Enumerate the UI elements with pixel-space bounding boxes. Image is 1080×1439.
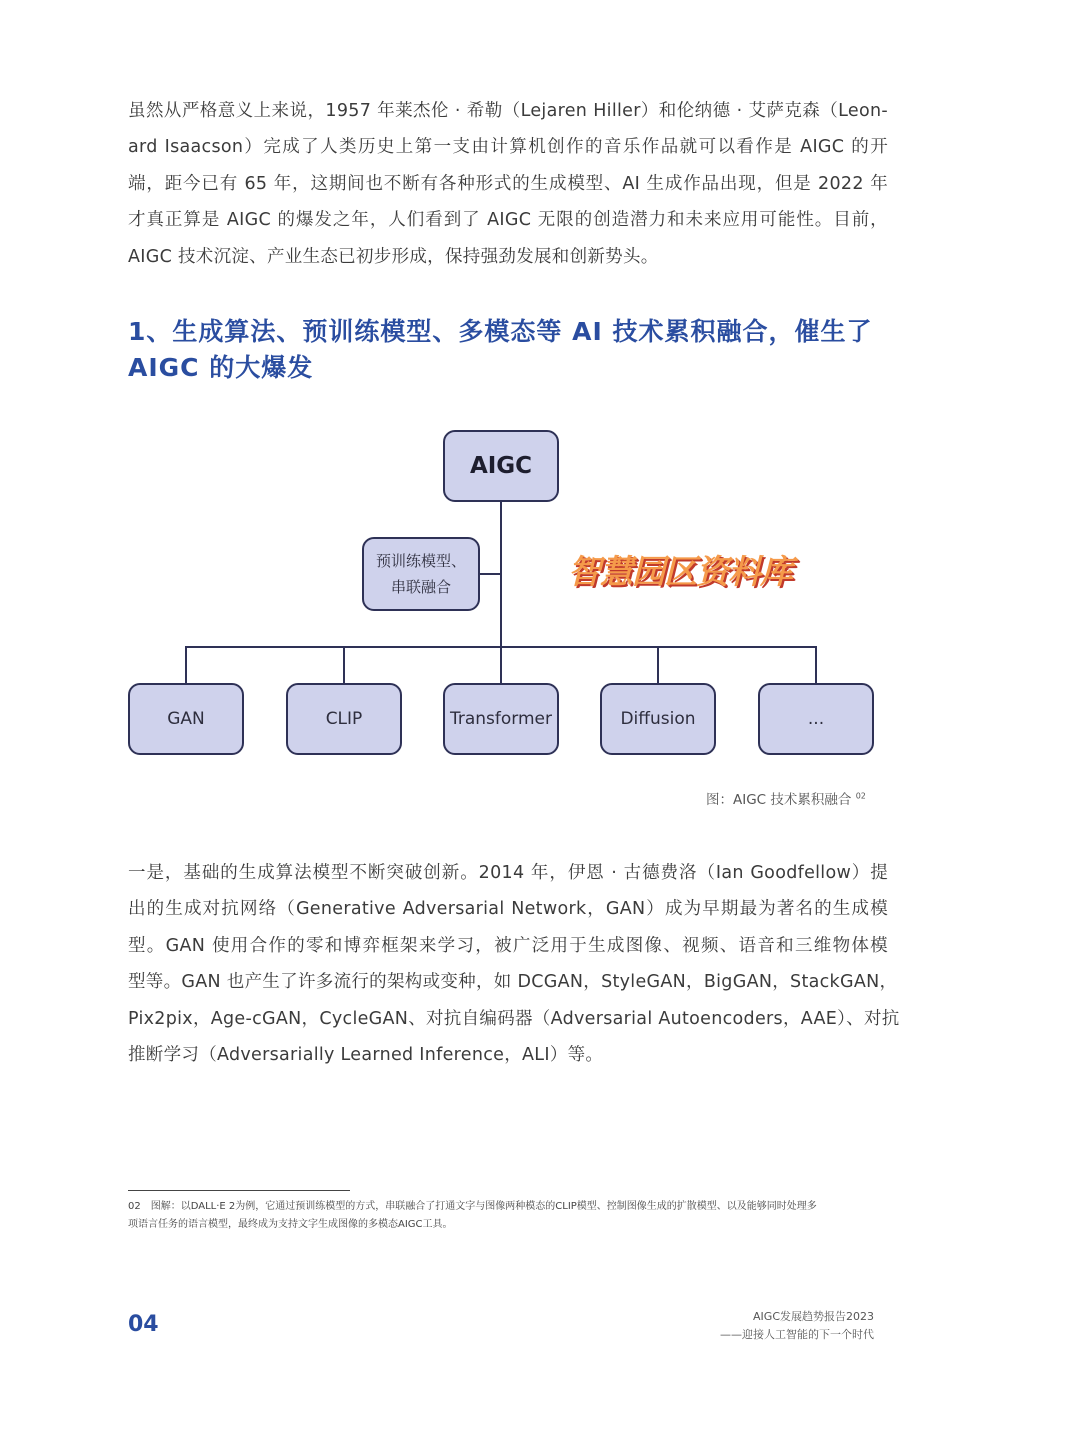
connector-gan <box>185 646 187 684</box>
report-subtitle: ——迎接人工智能的下一个时代 <box>720 1328 874 1341</box>
page-number: 04 <box>128 1312 159 1337</box>
body-line: Pix2pix，Age-cGAN，CycleGAN、对抗自编码器（Adversarial Autoencoders，AAE）、对抗 <box>128 1008 900 1029</box>
node-gan: GAN <box>128 683 244 755</box>
node-pretrain-fusion <box>362 537 480 611</box>
node-clip: CLIP <box>286 683 402 755</box>
node-pretrain-line: 串联融合 <box>390 578 451 596</box>
body-paragraph <box>128 855 900 1073</box>
node-transformer: Transformer <box>443 683 559 755</box>
body-line: 型。GAN 使用合作的零和博弈框架来学习，被广泛用于生成图像、视频、语音和三维物体模 <box>128 935 888 956</box>
caption-ref: 02 <box>855 791 866 801</box>
connector-more <box>815 646 817 684</box>
node-diffusion: Diffusion <box>600 683 716 755</box>
body-line: 出的生成对抗网络（Generative Adversarial Network，GAN）成为早期最为著名的生成模 <box>128 899 888 920</box>
body-line: 一是，基础的生成算法模型不断突破创新。2014 年，伊恩 · 古德费洛（Ian Goodfellow）提 <box>128 863 888 883</box>
intro-line: 端，距今已有 65 年，这期间也不断有各种形式的生成模型、AI 生成作品出现，但是 2022 年 <box>128 173 888 194</box>
section-heading <box>128 314 888 386</box>
node-pretrain-line: 预训练模型、 <box>375 552 466 570</box>
footnote-divider <box>128 1190 350 1191</box>
intro-line: 虽然从严格意义上来说，1957 年莱杰伦 · 希勒（Lejaren Hiller）和伦纳德 · 艾萨克森（Leon- <box>128 101 888 121</box>
connector-transformer <box>500 646 502 684</box>
node-aigc: AIGC <box>443 430 559 502</box>
intro-line: AIGC 技术沉淀、产业生态已初步形成，保持强劲发展和创新势头。 <box>128 246 659 267</box>
heading-line: AIGC 的大爆发 <box>128 353 314 382</box>
body-line: 推断学习（Adversarially Learned Inference，ALI）等。 <box>128 1045 604 1066</box>
caption-text: 图：AIGC 技术累积融合 <box>706 792 852 808</box>
heading-line: 1、生成算法、预训练模型、多模态等 AI 技术累积融合，催生了 <box>128 317 873 346</box>
footnote-line: 02 图解：以DALL·E 2为例，它通过预训练模型的方式，串联融合了打通文字与图像两种模态的CLIP模型、控制图像生成的扩散模型、以及能够同时处理多 <box>128 1201 817 1212</box>
connector-diffusion <box>657 646 659 684</box>
watermark: 智慧园区资料库 <box>568 552 792 591</box>
figure-caption <box>706 788 866 808</box>
intro-line: 才真正算是 AIGC 的爆发之年，人们看到了 AIGC 无限的创造潜力和未来应用可能性。目前， <box>128 210 888 231</box>
intro-paragraph <box>128 93 888 275</box>
footnote-line: 项语言任务的语言模型，最终成为支持文字生成图像的多模态AIGC工具。 <box>128 1219 453 1230</box>
report-title: AIGC发展趋势报告2023 <box>753 1310 874 1323</box>
connector-clip <box>343 646 345 684</box>
node-more: ... <box>758 683 874 755</box>
intro-line: ard Isaacson）完成了人类历史上第一支由计算机创作的音乐作品就可以看作是 AIGC 的开 <box>128 137 888 158</box>
footnote <box>128 1198 888 1234</box>
body-line: 型等。GAN 也产生了许多流行的架构或变种，如 DCGAN，StyleGAN，BigGAN，StackGAN， <box>128 972 898 993</box>
connector-side-node <box>480 573 501 575</box>
